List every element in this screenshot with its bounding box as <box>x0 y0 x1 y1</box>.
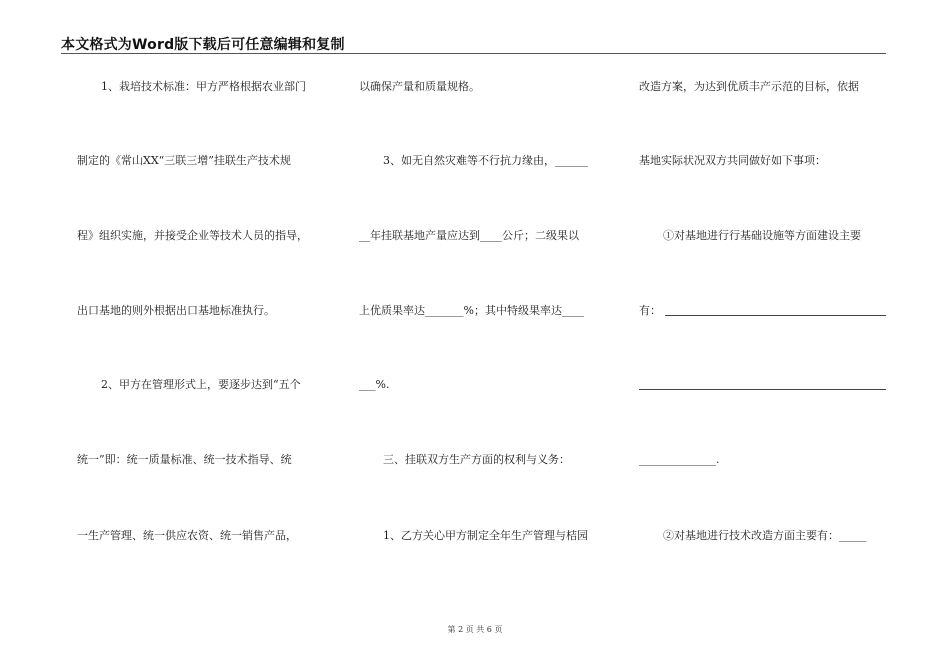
text-line: 改造方案，为达到优质丰产示范的目标，依据 <box>639 80 859 93</box>
text-line: 上优质果率达_______%；其中特级果率达____ <box>359 304 584 317</box>
text-column-1 <box>77 0 323 672</box>
text-column-2 <box>359 0 607 672</box>
text-line: __年挂联基地产量应达到____公斤；二级果以 <box>359 229 579 242</box>
text-line: 一生产管理、统一供应农资、统一销售产品， <box>77 529 297 542</box>
text-line: 1、乙方关心甲方制定全年生产管理与桔园 <box>383 529 588 542</box>
text-column-3 <box>639 0 887 672</box>
text-line: ①对基地进行行基础设施等方面建设主要 <box>663 229 861 242</box>
text-line: 以确保产量和质量规格。 <box>359 80 480 93</box>
blank-fill-rule <box>665 315 886 316</box>
text-line: ______________. <box>639 453 720 466</box>
text-line: 三、挂联双方生产方面的权利与义务： <box>383 453 570 466</box>
text-line: 制定的《常山XX“三联三增”挂联生产技术规 <box>77 154 291 167</box>
text-line: 2、甲方在管理形式上，要逐步达到“五个 <box>101 378 301 391</box>
blank-fill-rule <box>639 389 886 390</box>
text-line: 1、栽培技术标准：甲方严格根据农业部门 <box>101 80 306 93</box>
page-number: 第 2 页 共 6 页 <box>447 625 503 634</box>
text-line: 程》组织实施，并接受企业等技术人员的指导， <box>77 229 308 242</box>
text-line: 基地实际状况双方共同做好如下事项： <box>639 154 826 167</box>
text-line: 出口基地的则外根据出口基地标准执行。 <box>77 304 275 317</box>
text-line: 有： <box>639 304 661 317</box>
document-header-title: 本文格式为Word版下载后可任意编辑和复制 <box>61 37 345 53</box>
text-line: ②对基地进行技术改造方面主要有：_____ <box>663 529 867 542</box>
text-line: ___%. <box>359 378 390 391</box>
text-line: 3、如无自然灾难等不行抗力缘由，______ <box>383 154 588 167</box>
text-line: 统一”即：统一质量标准、统一技术指导、统 <box>77 453 292 466</box>
